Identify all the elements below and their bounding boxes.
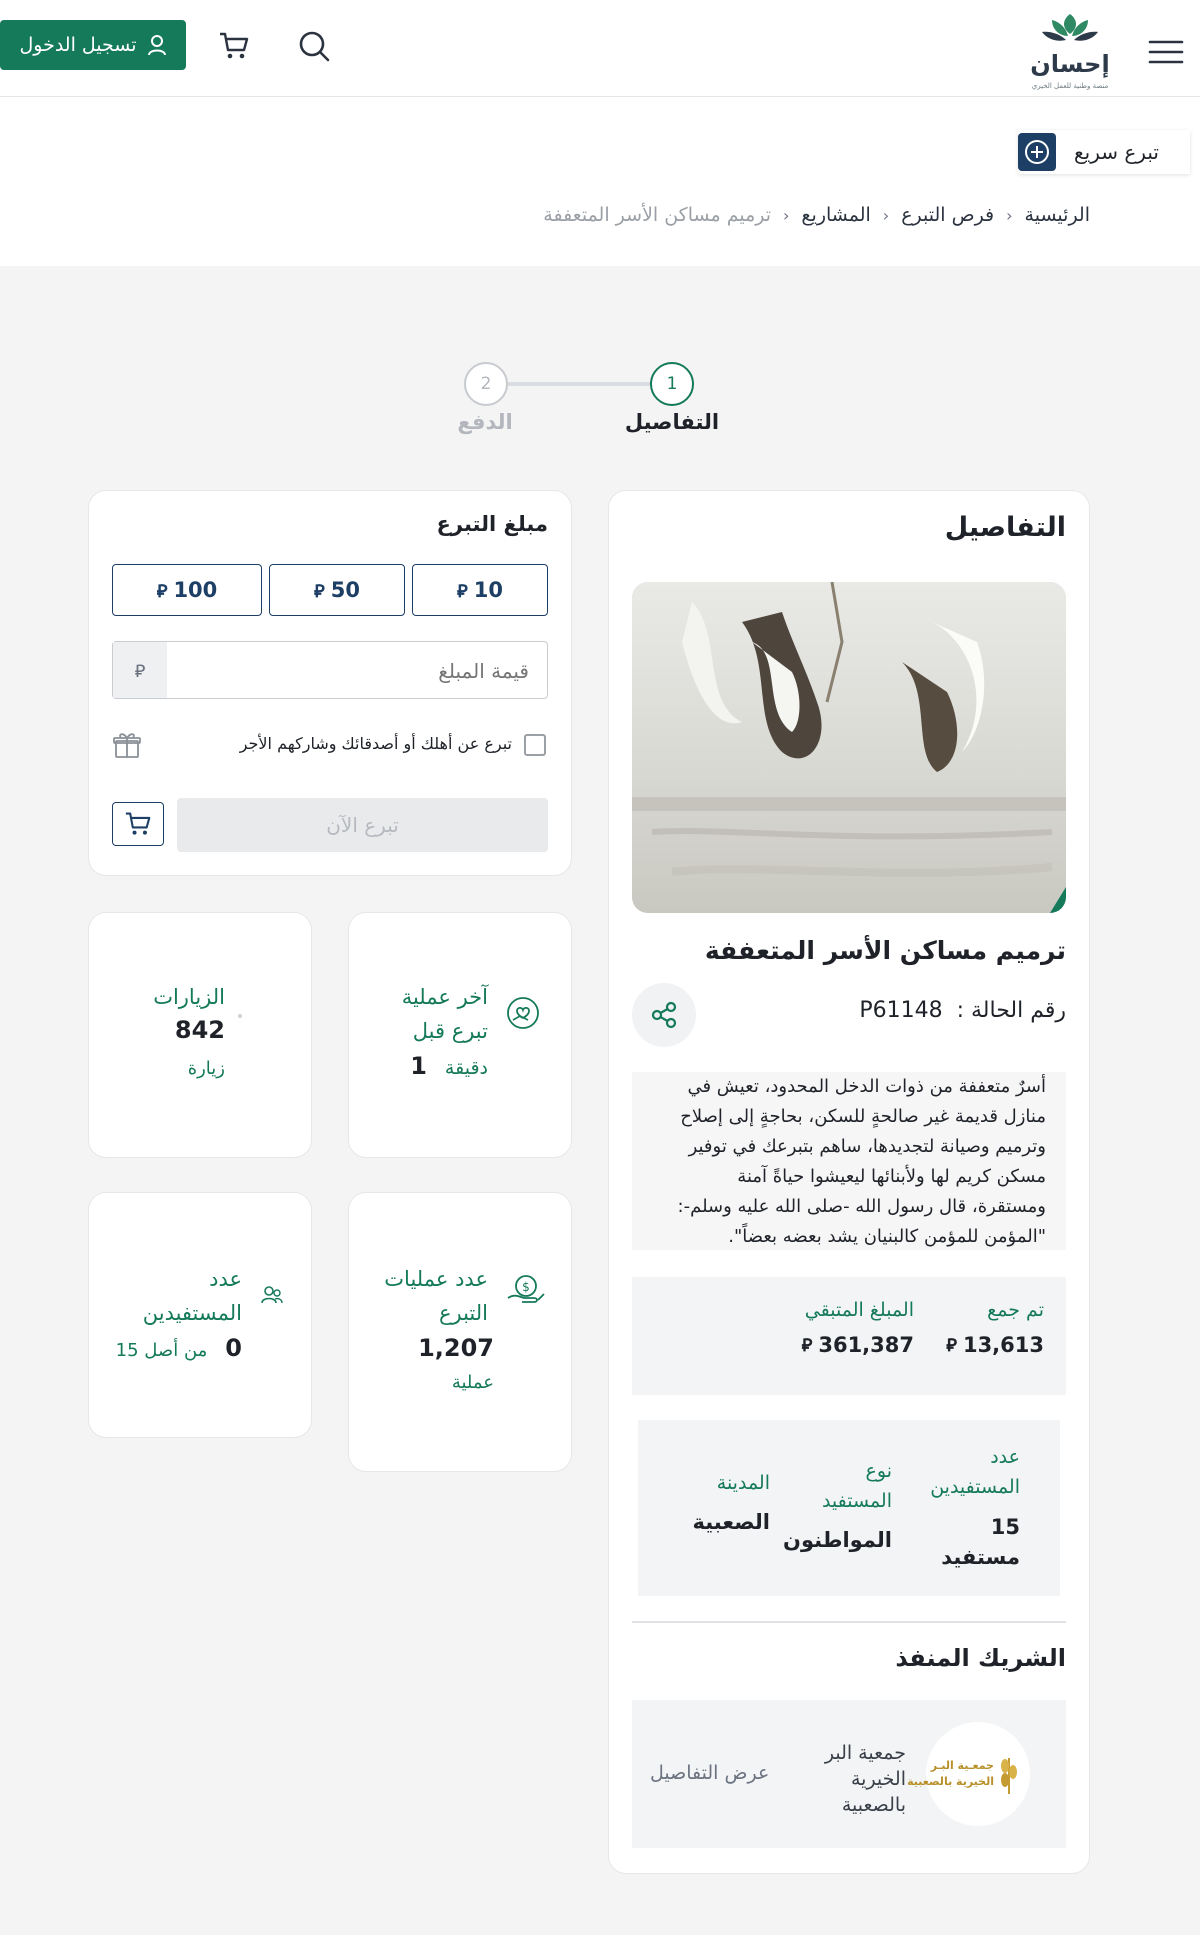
gift-label: تبرع عن أهلك أو أصدقائك وشاركهم الأجر (239, 734, 512, 753)
share-icon (649, 1000, 679, 1030)
damaged-wall-image (632, 582, 1066, 913)
donations-count-unit: عملية (451, 1372, 494, 1393)
riyal-icon: ⃁ (113, 642, 167, 698)
amount-10-button[interactable] (412, 564, 548, 616)
riyal-icon: ⃁ (314, 580, 325, 602)
amount-value: 10 (473, 578, 503, 602)
amount-100-button[interactable] (112, 564, 262, 616)
case-number-row (859, 998, 1066, 1023)
description-line: أسرٌ متعففة من ذوات الدخل المحدود، تعيش في (687, 1076, 1046, 1097)
amount-value: 100 (173, 578, 218, 602)
beneficiaries-progress (116, 1334, 242, 1362)
amount-50-button[interactable] (269, 564, 405, 616)
logo-text: إحسان (1030, 50, 1110, 78)
divider (632, 1621, 1066, 1623)
stepper-line (504, 382, 652, 386)
city-label: المدينة (716, 1472, 770, 1494)
cart-icon[interactable] (214, 26, 254, 66)
donations-count-title: عدد عمليات التبرع (384, 1267, 488, 1325)
step-1-label: التفاصيل (624, 410, 720, 434)
visits-value: 842 (174, 1016, 225, 1044)
beneficiaries-count-value: 15 مستفيد (941, 1515, 1020, 1569)
donation-heading: مبلغ التبرع (436, 512, 548, 536)
chevron-left-icon: ‹ (783, 205, 790, 225)
logo-mark-icon (1030, 10, 1110, 50)
partner-name: جمعية البر الخيرية بالصعبية (824, 1742, 906, 1816)
breadcrumb-current: ترميم مساكن الأسر المتعففة (543, 204, 772, 226)
last-donation-title: آخر عملية تبرع قبل (401, 985, 488, 1043)
donate-now-button[interactable]: تبرع الآن (177, 798, 548, 852)
riyal-icon: ⃁ (156, 580, 168, 602)
case-number-value: P61148 (859, 998, 943, 1023)
partner-box (632, 1700, 1066, 1848)
step-2-label: الدفع (457, 410, 513, 434)
login-button[interactable] (0, 20, 186, 70)
partner-logo (907, 1722, 1030, 1826)
case-number-label: رقم الحالة : (956, 998, 1066, 1023)
donations-count-value: 1,207 (418, 1334, 494, 1362)
user-icon (147, 34, 167, 56)
step-2-circle: 2 (464, 362, 508, 406)
funding-box (632, 1277, 1066, 1395)
donations-count-card (348, 1192, 572, 1472)
remaining-value: 361,387 (818, 1333, 914, 1357)
wheat-icon (996, 1752, 1022, 1796)
amount-field[interactable] (112, 641, 548, 699)
dot (238, 1014, 242, 1018)
project-title: ترميم مساكن الأسر المتعففة (704, 936, 1066, 965)
city-value: الصعبية (692, 1510, 770, 1534)
visits-unit: زيارة (187, 1058, 225, 1079)
collected-value: 13,613 (962, 1333, 1044, 1357)
svg-text:$: $ (522, 1280, 530, 1294)
beneficiary-info-box (638, 1420, 1060, 1596)
beneficiaries-count-label: عدد المستفيدين (930, 1446, 1020, 1498)
breadcrumb-band (0, 97, 1200, 266)
last-donation-unit: دقيقة (444, 1057, 488, 1079)
description-line: منازل قديمة غير صالحةٍ للسكن، بحاجةٍ إلى إصلاح (680, 1106, 1046, 1127)
beneficiaries-value: 0 (225, 1334, 242, 1362)
remaining-label: المبلغ المتبقي (804, 1299, 914, 1321)
partner-details-link[interactable]: عرض التفاصيل (650, 1762, 770, 1784)
beneficiary-type-value: المواطنون (783, 1528, 892, 1552)
description-line: وترميم وصيانة لتجديدها، ساهم بتبرعك في توفير (688, 1136, 1046, 1157)
riyal-icon: ⃁ (457, 580, 468, 602)
breadcrumb-opportunities[interactable]: فرص التبرع (901, 204, 995, 226)
remaining-amount (802, 1333, 914, 1357)
quick-donate-label: تبرع سريع (1074, 140, 1159, 164)
login-label: تسجيل الدخول (19, 34, 137, 56)
amount-value: 50 (330, 578, 360, 602)
people-icon (258, 1282, 286, 1310)
plus-circle-icon (1018, 133, 1056, 171)
step-1-circle: 1 (650, 362, 694, 406)
gift-icon[interactable] (112, 730, 142, 760)
beneficiaries-title: عدد المستفيدين (142, 1267, 242, 1325)
menu-icon[interactable] (1146, 32, 1186, 72)
description-line: مسكن كريم لها ولأبنائها ليعيشوا حياةً آمنة (737, 1166, 1046, 1187)
riyal-icon: ⃁ (801, 1335, 813, 1356)
description-box (632, 1072, 1066, 1250)
top-header (0, 0, 1200, 97)
last-donation-time (410, 1052, 488, 1080)
search-icon[interactable] (294, 26, 334, 66)
riyal-icon: ⃁ (946, 1335, 957, 1356)
cart-icon (124, 811, 152, 837)
logo-subtitle: منصة وطنية للعمل الخيري (1031, 82, 1109, 90)
breadcrumb-projects[interactable]: المشاريع (801, 204, 871, 226)
description-line: "المؤمن للمؤمن كالبنيان يشد بعضه بعضاً". (728, 1226, 1046, 1247)
beneficiary-type-label: نوع المستفيد (821, 1460, 892, 1512)
chevron-left-icon: ‹ (1006, 205, 1013, 225)
partner-heading: الشريك المنفذ (895, 1644, 1066, 1672)
description-line: ومستقرة، قال رسول الله -صلى الله عليه وسلم-: (677, 1196, 1046, 1217)
hand-heart-icon (504, 994, 542, 1032)
quick-donate-button[interactable] (1018, 130, 1190, 174)
donation-hand-icon (504, 1268, 548, 1310)
amount-input[interactable] (187, 652, 531, 690)
last-donation-value: 1 (410, 1052, 427, 1080)
breadcrumb-home[interactable]: الرئيسية (1024, 204, 1090, 226)
beneficiaries-of: من أصل 15 (115, 1340, 208, 1361)
breadcrumb (543, 204, 1090, 226)
project-image (632, 582, 1066, 913)
share-button[interactable] (632, 983, 696, 1047)
add-to-cart-button[interactable] (112, 802, 164, 846)
ehsan-logo[interactable] (1030, 10, 1110, 90)
details-heading: التفاصيل (944, 512, 1066, 543)
collected-amount (946, 1333, 1044, 1357)
visits-title: الزيارات (153, 985, 225, 1009)
gift-checkbox[interactable] (524, 734, 546, 756)
partner-logo-text: جمعـية البـر الخيرية بالصعبية (907, 1759, 994, 1788)
collected-label: تم جمع (987, 1299, 1044, 1321)
chevron-left-icon: ‹ (882, 205, 890, 225)
